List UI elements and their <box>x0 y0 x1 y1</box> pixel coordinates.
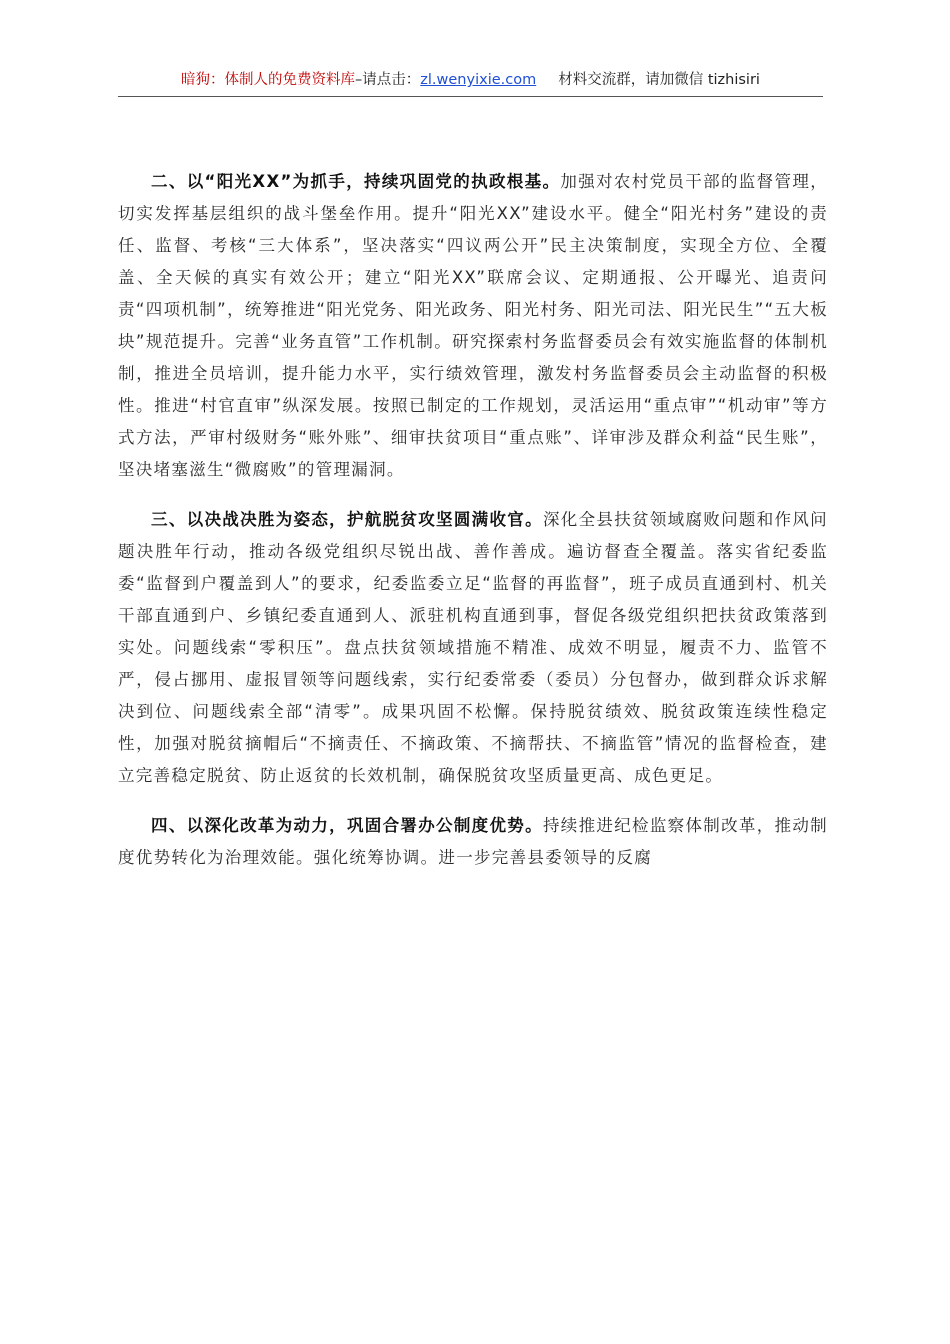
section-text: 深化全县扶贫领域腐败问题和作风问题决胜年行动，推动各级党组织尽锐出战、善作善成。遍访督查全覆盖。落实省纪委监委“监督到户覆盖到人”的要求，纪委监委立足“监督的再监督”，班子成员直通到村、机关干部直通到户、乡镇纪委直通到人、派驻机构直通到事，督促各级党组织把扶贫政策落到实处。问题线索“零积压”。盘点扶贫领域措施不精准、成效不明显，履责不力、监管不严，侵占挪用、虚报冒领等问题线索，实行纪委常委（委员）分包督办，做到群众诉求解决到位、问题线索全部“清零”。成果巩固不松懈。保持脱贫绩效、脱贫政策连续性稳定性，加强对脱贫摘帽后“不摘责任、不摘政策、不摘帮扶、不摘监管”情况的监督检查，建立完善稳定脱贫、防止返贫的长效机制，确保脱贫攻坚质量更高、成色更足。 <box>118 510 828 785</box>
page-header <box>118 70 823 97</box>
section-text: 持续推进纪检监察体制改革，推动制度优势转化为治理效能。强化统筹协调。进一步完善县委领导的反腐 <box>118 816 828 867</box>
section-heading: 二、以“阳光XX”为抓手，持续巩固党的执政根基。 <box>151 172 561 191</box>
document-body <box>118 166 828 892</box>
section-text: 加强对农村党员干部的监督管理，切实发挥基层组织的战斗堡垒作用。提升“阳光XX”建设水平。健全“阳光村务”建设的责任、监督、考核“三大体系”，坚决落实“四议两公开”民主决策制度，实现全方位、全覆盖、全天候的真实有效公开；建立“阳光XX”联席会议、定期通报、公开曝光、追责问责“四项机制”，统筹推进“阳光党务、阳光政务、阳光村务、阳光司法、阳光民生”“五大板块”规范提升。完善“业务直管”工作机制。研究探索村务监督委员会有效实施监督的体制机制，推进全员培训，提升能力水平，实行绩效管理，激发村务监督委员会主动监督的积极性。推进“村官直审”纵深发展。按照已制定的工作规划，灵活运用“重点审”“机动审”等方式方法，严审村级财务“账外账”、细审扶贫项目“重点账”、详审涉及群众利益“民生账”，坚决堵塞滋生“微腐败”的管理漏洞。 <box>118 172 828 479</box>
paragraph-section-2 <box>118 166 828 486</box>
paragraph-section-4 <box>118 810 828 874</box>
section-heading: 三、以决战决胜为姿态，护航脱贫攻坚圆满收官。 <box>151 510 543 529</box>
header-prompt: –请点击： <box>355 72 421 88</box>
header-brand: 暗狗：体制人的免费资料库 <box>181 72 356 88</box>
paragraph-section-3 <box>118 504 828 792</box>
header-contact: 材料交流群，请加微信 tizhisiri <box>558 72 760 88</box>
section-heading: 四、以深化改革为动力，巩固合署办公制度优势。 <box>151 816 543 835</box>
header-link[interactable]: zl.wenyixie.com <box>420 72 537 88</box>
